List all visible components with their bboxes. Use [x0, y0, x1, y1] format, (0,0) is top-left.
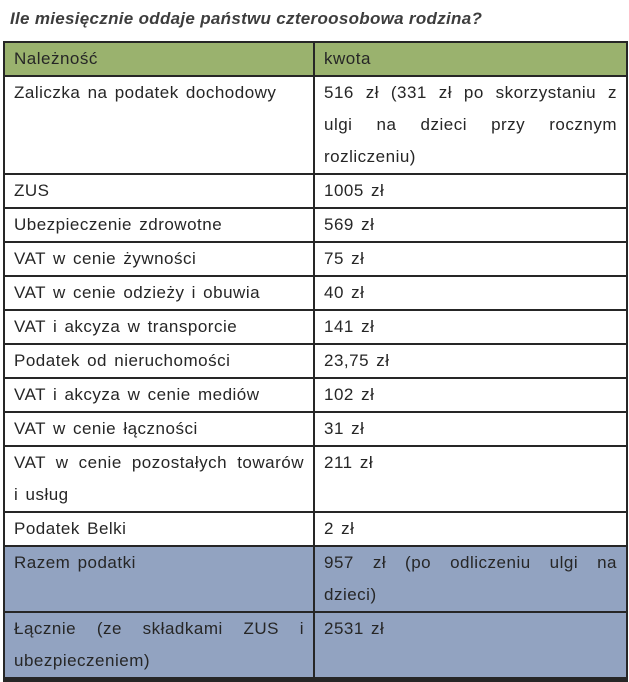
row-value: 75 zł — [314, 242, 627, 276]
table-row — [4, 612, 627, 680]
table-row — [4, 412, 627, 446]
row-value: 23,75 zł — [314, 344, 627, 378]
row-value: 40 zł — [314, 276, 627, 310]
page-title: Ile miesięcznie oddaje państwu czteroosobowa rodzina? — [10, 9, 483, 28]
row-label: VAT w cenie łączności — [4, 412, 314, 446]
table-body — [4, 76, 627, 680]
table-header — [4, 42, 627, 76]
row-value: 1005 zł — [314, 174, 627, 208]
row-value: 957 zł (po odliczeniu ulgi na dzieci) — [314, 546, 627, 612]
row-value: 2531 zł — [314, 612, 627, 680]
row-label: VAT i akcyza w cenie mediów — [4, 378, 314, 412]
row-value: 31 zł — [314, 412, 627, 446]
row-label: VAT i akcyza w transporcie — [4, 310, 314, 344]
header-cell-name: Należność — [4, 42, 314, 76]
row-value: 211 zł — [314, 446, 627, 512]
row-label: VAT w cenie pozostałych towarów i usług — [4, 446, 314, 512]
row-value: 141 zł — [314, 310, 627, 344]
row-label: Zaliczka na podatek dochodowy — [4, 76, 314, 174]
table-row — [4, 344, 627, 378]
table-row — [4, 310, 627, 344]
header-cell-value: kwota — [314, 42, 627, 76]
row-label: VAT w cenie żywności — [4, 242, 314, 276]
row-label: Ubezpieczenie zdrowotne — [4, 208, 314, 242]
table-row — [4, 512, 627, 546]
row-label: Razem podatki — [4, 546, 314, 612]
row-label: VAT w cenie odzieży i obuwia — [4, 276, 314, 310]
row-label: ZUS — [4, 174, 314, 208]
header-row — [4, 42, 627, 76]
row-label: Podatek Belki — [4, 512, 314, 546]
table-row — [4, 546, 627, 612]
table-row — [4, 378, 627, 412]
row-value: 2 zł — [314, 512, 627, 546]
tax-table — [3, 41, 628, 682]
table-row — [4, 208, 627, 242]
table-row — [4, 76, 627, 174]
row-value: 569 zł — [314, 208, 627, 242]
table-row — [4, 446, 627, 512]
table-row — [4, 174, 627, 208]
row-label: Podatek od nieruchomości — [4, 344, 314, 378]
row-value: 516 zł (331 zł po skorzystaniu z ulgi na dzieci przy rocznym rozliczeniu) — [314, 76, 627, 174]
table-row — [4, 276, 627, 310]
row-value: 102 zł — [314, 378, 627, 412]
table-row — [4, 242, 627, 276]
row-label: Łącznie (ze składkami ZUS i ubezpieczeniem) — [4, 612, 314, 680]
